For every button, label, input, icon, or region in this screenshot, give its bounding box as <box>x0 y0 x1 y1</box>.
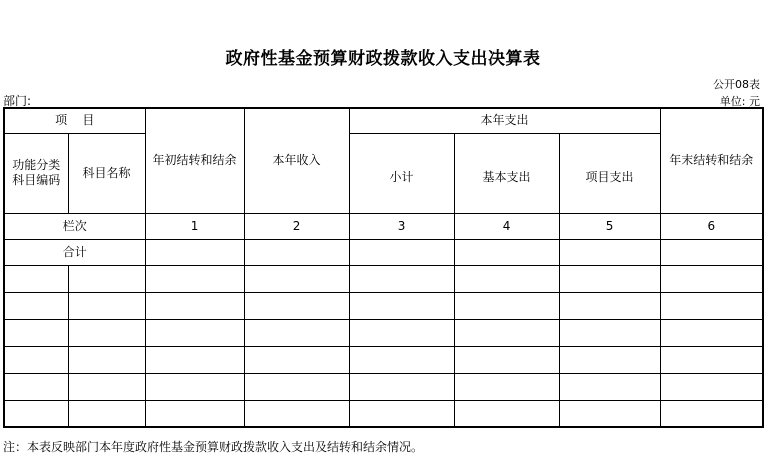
table-cell <box>349 319 454 346</box>
table-cell <box>244 292 349 319</box>
table-cell <box>349 346 454 373</box>
table-cell <box>244 265 349 292</box>
table-cell <box>145 346 244 373</box>
row-name-cell <box>68 292 145 319</box>
header-begin-balance: 年初结转和结余 <box>145 108 244 213</box>
column-number-cell: 3 <box>349 213 454 239</box>
total-label: 合计 <box>4 239 145 265</box>
table-row <box>4 373 763 400</box>
table-cell <box>349 265 454 292</box>
row-name-cell <box>68 373 145 400</box>
table-cell <box>660 373 763 400</box>
table-row <box>4 292 763 319</box>
table-cell <box>244 373 349 400</box>
table-cell <box>454 319 559 346</box>
table-row <box>4 319 763 346</box>
column-number-cell: 2 <box>244 213 349 239</box>
row-code-cell <box>4 265 68 292</box>
row-code-cell <box>4 346 68 373</box>
table-cell <box>454 265 559 292</box>
row-name-cell <box>68 346 145 373</box>
table-cell <box>145 292 244 319</box>
unit-label: 单位: 元 <box>719 95 760 108</box>
footnote: 注：本表反映部门本年度政府性基金预算财政拨款收入支出及结转和结余情况。 <box>3 440 424 454</box>
row-code-cell <box>4 319 68 346</box>
table-cell <box>349 373 454 400</box>
table-row <box>4 346 763 373</box>
table-cell <box>244 346 349 373</box>
report-title: 政府性基金预算财政拨款收入支出决算表 <box>225 49 541 69</box>
table-cell <box>454 292 559 319</box>
row-name-cell <box>68 400 145 427</box>
table-cell <box>244 400 349 427</box>
header-item: 项 目 <box>4 108 145 133</box>
total-cell <box>349 239 454 265</box>
table-cell <box>145 373 244 400</box>
department-label: 部门: <box>3 94 32 108</box>
column-number-cell: 5 <box>559 213 660 239</box>
header-current-expense: 本年支出 <box>349 108 660 133</box>
header-basic-expense: 基本支出 <box>454 133 559 213</box>
table-cell <box>145 319 244 346</box>
table-cell <box>660 346 763 373</box>
table-cell <box>660 319 763 346</box>
column-number-label: 栏次 <box>4 213 145 239</box>
table-cell <box>145 400 244 427</box>
table-cell <box>454 346 559 373</box>
budget-table <box>3 107 764 428</box>
table-cell <box>559 319 660 346</box>
row-code-cell <box>4 292 68 319</box>
header-subject-name: 科目名称 <box>68 133 145 213</box>
column-number-cell: 4 <box>454 213 559 239</box>
header-end-balance: 年末结转和结余 <box>660 108 763 213</box>
table-cell <box>660 292 763 319</box>
table-cell <box>660 400 763 427</box>
table-row <box>4 265 763 292</box>
table-cell <box>349 400 454 427</box>
total-cell <box>660 239 763 265</box>
table-cell <box>660 265 763 292</box>
table-cell <box>559 292 660 319</box>
total-cell <box>559 239 660 265</box>
total-cell <box>244 239 349 265</box>
header-subtotal: 小计 <box>349 133 454 213</box>
column-number-cell: 1 <box>145 213 244 239</box>
total-cell <box>145 239 244 265</box>
column-number-cell: 6 <box>660 213 763 239</box>
total-cell <box>454 239 559 265</box>
row-code-cell <box>4 400 68 427</box>
table-cell <box>454 373 559 400</box>
table-cell <box>244 319 349 346</box>
table-row <box>4 400 763 427</box>
column-number-row <box>4 213 763 239</box>
header-project-expense: 项目支出 <box>559 133 660 213</box>
table-cell <box>559 373 660 400</box>
row-code-cell <box>4 373 68 400</box>
table-cell <box>559 400 660 427</box>
row-name-cell <box>68 265 145 292</box>
form-number: 公开08表 <box>713 78 760 91</box>
row-name-cell <box>68 319 145 346</box>
total-row <box>4 239 763 265</box>
table-cell <box>559 346 660 373</box>
header-current-income: 本年收入 <box>244 108 349 213</box>
table-cell <box>454 400 559 427</box>
table-cell <box>559 265 660 292</box>
table-cell <box>145 265 244 292</box>
header-func-code: 功能分类科目编码 <box>4 133 68 213</box>
table-cell <box>349 292 454 319</box>
